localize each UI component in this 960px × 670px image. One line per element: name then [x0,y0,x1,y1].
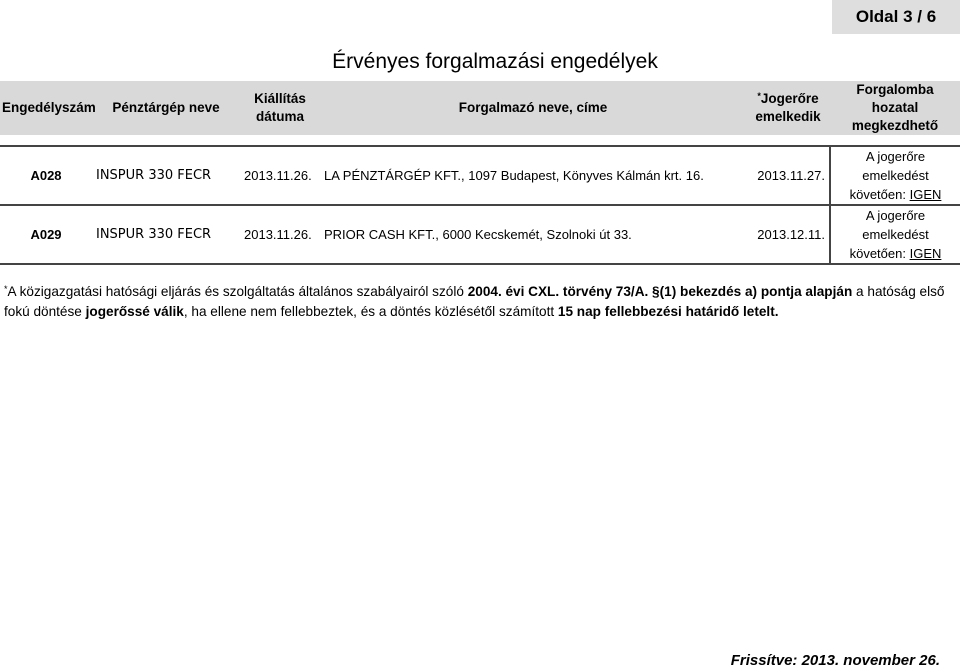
document-title: Érvényes forgalmazási engedélyek [332,50,658,73]
cell-distributor: LA PÉNZTÁRGÉP KFT., 1097 Budapest, Könyves Kálmán krt. 16. [320,146,746,205]
footnote-text: A közigazgatási hatósági eljárás és szolgáltatás általános szabályairól szóló [7,284,468,299]
market-start-line: emelkedést [862,227,929,242]
permits-table [0,81,960,265]
header-permit-number: Engedélyszám [0,81,92,135]
market-start-line: A jogerőre [865,149,926,164]
header-device-name: Pénztárgép neve [92,81,240,135]
footnote-mark: * [4,284,8,294]
header-issue-date: Kiállítás dátuma [240,81,320,135]
market-start-label: követően: [849,246,906,261]
header-distributor: Forgalmazó neve, címe [320,81,746,135]
footnote-deadline: 15 nap fellebbezési határidő letelt. [557,304,779,319]
header-final-date [746,81,830,135]
page-number-badge: Oldal 3 / 6 [832,0,960,34]
cell-permit-number: A029 [0,205,92,264]
cell-distributor: PRIOR CASH KFT., 6000 Kecskemét, Szolnoki út 33. [320,205,746,264]
table-header-row [0,81,960,135]
table-row [0,205,960,264]
cell-final-date: 2013.11.27. [746,146,830,205]
footnote-text: , ha ellene nem fellebbeztek, és a döntés közlésétől számított [183,304,558,319]
cell-issue-date: 2013.11.26. [240,146,320,205]
header-market-start: Forgalomba hozatal megkezdhető [830,81,960,135]
cell-final-date: 2013.12.11. [746,205,830,264]
footnote-law-reference: 2004. évi CXL. törvény 73/A. §(1) bekezdés a) pontja alapján [467,284,853,299]
cell-device-name: INSPUR 330 FECR [92,146,240,205]
market-start-line: emelkedést [862,168,929,183]
footnote [4,282,956,322]
market-start-line [835,244,956,263]
refreshed-date: Frissítve: 2013. november 26. [730,652,940,669]
market-start-flag: IGEN [909,187,942,202]
market-start-line [835,185,956,204]
cell-device-name: INSPUR 330 FECR [92,205,240,264]
footnote-emphasis: jogerőssé válik [85,304,184,319]
header-final-date-label: Jogerőre emelkedik [755,91,821,124]
cell-market-start [830,146,960,205]
header-final-date-mark: * [757,91,761,101]
table-row [0,146,960,205]
cell-permit-number: A028 [0,146,92,205]
market-start-line: A jogerőre [865,208,926,223]
market-start-label: követően: [849,187,906,202]
footnote-text: a hatóság első fokú döntése [4,284,945,319]
market-start-flag: IGEN [909,246,942,261]
cell-market-start [830,205,960,264]
cell-issue-date: 2013.11.26. [240,205,320,264]
